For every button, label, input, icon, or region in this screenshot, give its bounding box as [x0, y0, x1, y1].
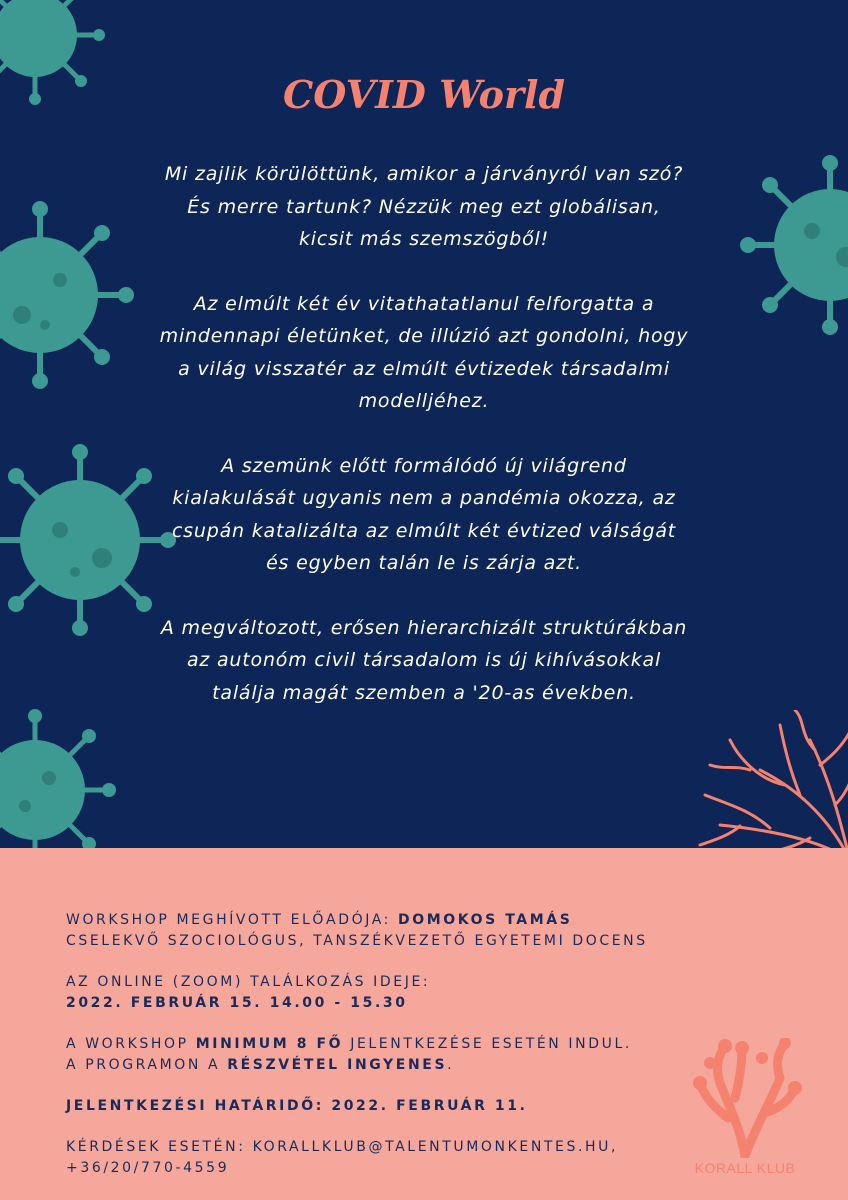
- intro-text: [120, 158, 728, 709]
- time-block: AZ ONLINE (ZOOM) TALÁLKOZÁS IDEJE: 2022. FEBRUÁR 15. 14.00 - 15.30: [66, 974, 431, 1011]
- deadline-block: [66, 1096, 746, 1117]
- coral-logo-icon: [680, 1038, 810, 1158]
- speaker-name: DOMOKOS TAMÁS: [398, 912, 573, 928]
- page-title: COVID World: [282, 72, 566, 117]
- event-info: [66, 910, 746, 1199]
- info-panel: [0, 848, 848, 1200]
- virus-icon: [0, 705, 120, 848]
- paragraph: Mi zajlik körülöttünk, amikor a járványról van szó? És merre tartunk? Nézzük meg ezt globálisan, kicsit más szemszögből!: [164, 163, 684, 250]
- korall-klub-logo: [680, 1038, 810, 1188]
- speaker-role: CSELEKVŐ SZOCIOLÓGUS, TANSZÉKVEZETŐ EGYETEMI DOCENS: [66, 933, 648, 949]
- contact-block: KÉRDÉSEK ESETÉN: KORALLKLUB@TALENTUMONKENTES.HU, +36/20/770-4559: [66, 1139, 619, 1176]
- event-time: 2022. FEBRUÁR 15. 14.00 - 15.30: [66, 995, 408, 1011]
- deadline: JELENTKEZÉSI HATÁRIDŐ: 2022. FEBRUÁR 11.: [66, 1098, 528, 1114]
- paragraph: A megváltozott, erősen hierarchizált struktúrákban az autonóm civil társadalom is új kihívásokkal találja magát szemben a '20-as években.: [160, 616, 688, 704]
- paragraph: A szemünk előtt formálódó új világrend kialakulását ugyanis nem a pandémia okozza, az csupán katalizálta az elmúlt két évtized válságát és egyben talán le is zárja azt.: [171, 454, 677, 574]
- contact-phone: +36/20/770-4559: [66, 1160, 230, 1176]
- contact-email[interactable]: KORALLKLUB@TALENTUMONKENTES.HU,: [252, 1139, 619, 1155]
- coral-branch-icon: [690, 710, 848, 848]
- speaker-block: WORKSHOP MEGHÍVOTT ELŐADÓJA: DOMOKOS TAMÁS CSELEKVŐ SZOCIOLÓGUS, TANSZÉKVEZETŐ EGYETEMI DOCENS: [66, 912, 648, 949]
- participation-block: A WORKSHOP MINIMUM 8 FŐ JELENTKEZÉSE ESETÉN INDUL. A PROGRAMON A RÉSZVÉTEL INGYENES.: [66, 1036, 632, 1073]
- logo-text: KORALL KLUB: [694, 1160, 796, 1176]
- virus-icon: [735, 150, 848, 340]
- paragraph: Az elmúlt két év vitathatatlanul felforgatta a mindennapi életünket, de illúzió azt gondolni, hogy a világ visszatér az elmúlt évtizedek társadalmi modelljéhez.: [159, 292, 689, 412]
- virus-icon: [0, 195, 140, 395]
